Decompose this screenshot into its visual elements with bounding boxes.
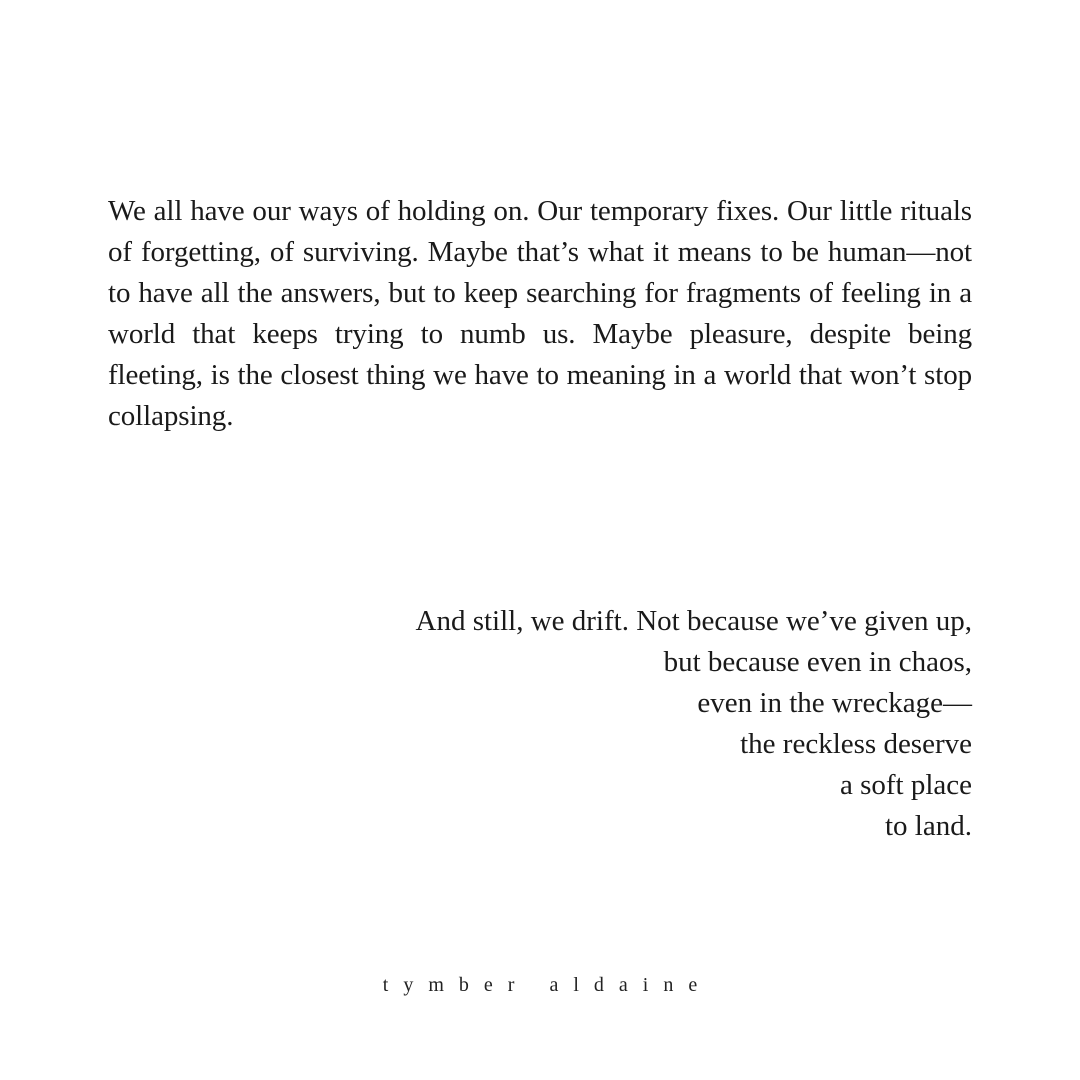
- verse-line: the reckless deserve: [740, 728, 972, 760]
- verse-block: [272, 601, 972, 847]
- prose-paragraph: We all have our ways of holding on. Our temporary fixes. Our little rituals of forgetting, of surviving. Maybe that’s what it means to be human—not to have all the answers, but to keep searching for fragments of feeling in a world that keeps trying to numb us. Maybe pleasure, despite being fleeting, is the closest thing we have to meaning in a world that won’t stop collapsing.: [108, 195, 972, 432]
- verse-line: And still, we drift. Not because we’ve given up,: [415, 605, 972, 637]
- verse-line: to land.: [885, 810, 972, 842]
- verse-line: a soft place: [839, 769, 972, 801]
- verse-line: even in the wreckage—: [697, 687, 972, 719]
- verse-line: but because even in chaos,: [663, 646, 972, 678]
- author-signature: tymber aldaine: [382, 974, 713, 996]
